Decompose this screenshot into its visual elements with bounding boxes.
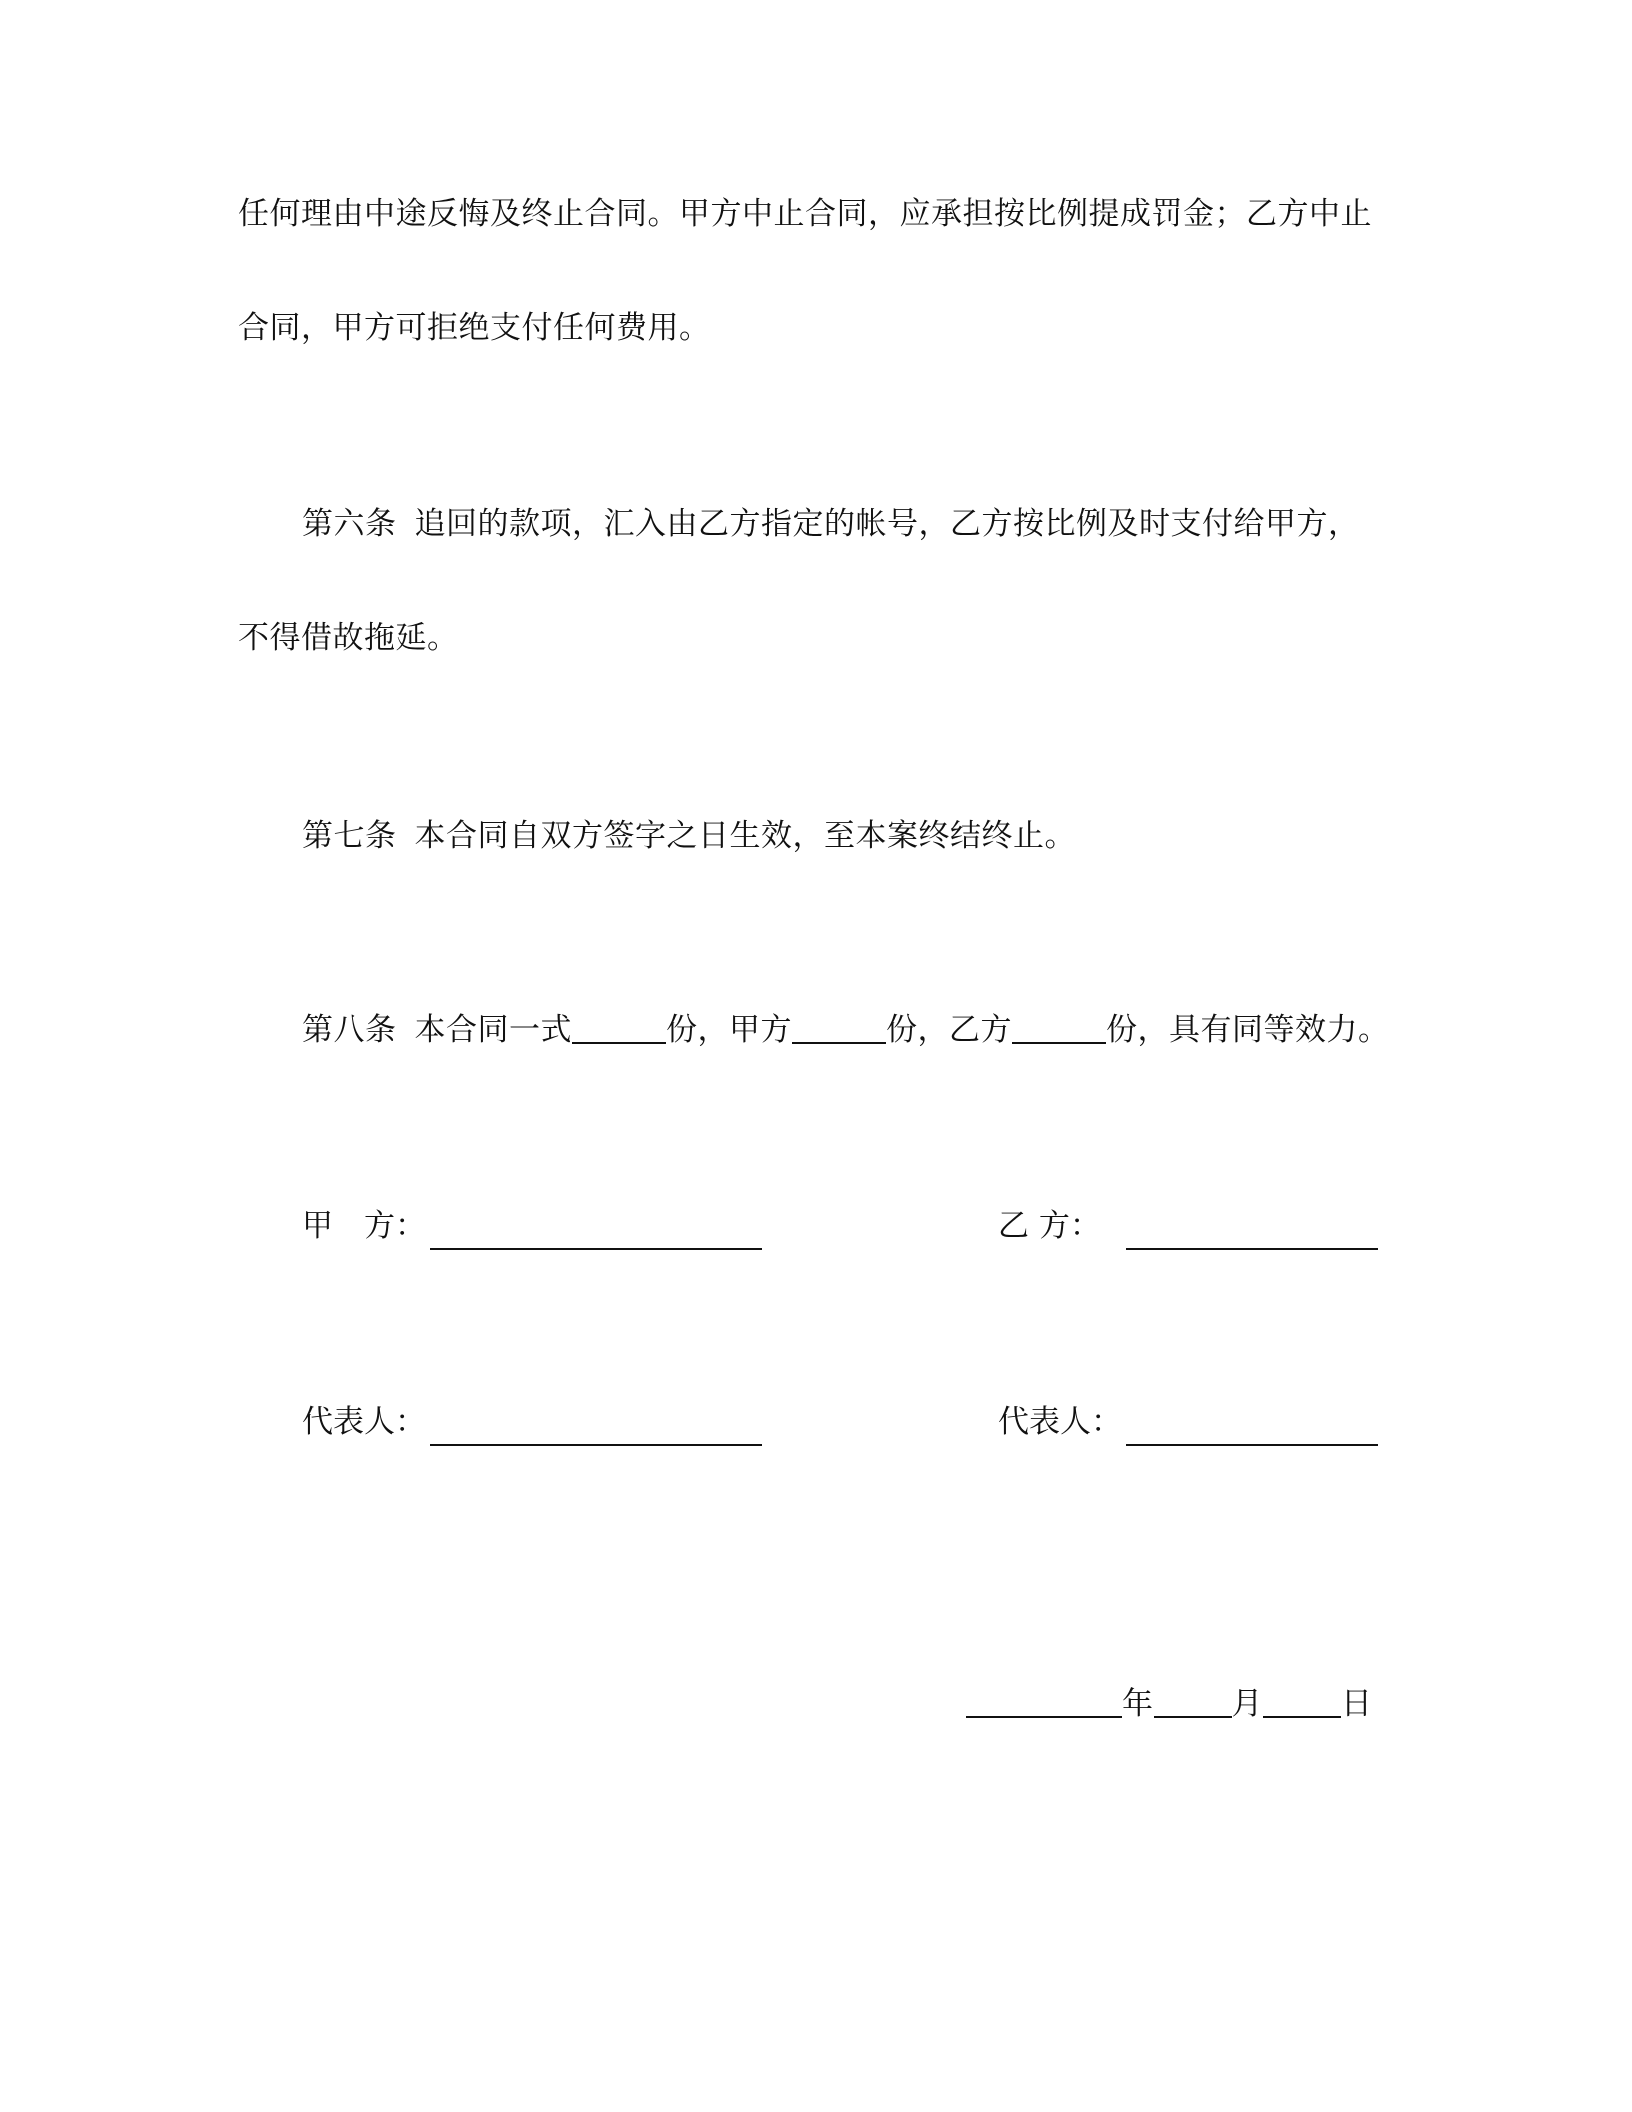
copies-party-a-blank[interactable] bbox=[792, 1012, 886, 1044]
clause7-text: 本合同自双方签字之日生效，至本案终结终止。 bbox=[414, 818, 1076, 854]
clause6-text: 追回的款项，汇入由乙方指定的帐号，乙方按比例及时支付给甲方， bbox=[414, 506, 1360, 542]
rep-b-signature-line[interactable] bbox=[1126, 1444, 1378, 1446]
copies-total-blank[interactable] bbox=[572, 1012, 666, 1044]
clause8-part1: 本合同一式 bbox=[414, 1012, 572, 1048]
clause7-line bbox=[302, 816, 1076, 856]
party-b-label: 乙 方： bbox=[998, 1208, 1101, 1244]
clause6-line1 bbox=[302, 504, 1360, 544]
clause8-number: 第八条 bbox=[302, 1012, 397, 1048]
party-a-label: 甲 方： bbox=[302, 1208, 426, 1244]
rep-a-label: 代表人： bbox=[302, 1404, 426, 1440]
copies-party-b-blank[interactable] bbox=[1012, 1012, 1106, 1044]
clause5-line2: 合同，甲方可拒绝支付任何费用。 bbox=[238, 310, 711, 346]
party-b-signature-line[interactable] bbox=[1126, 1248, 1378, 1250]
clause8-line bbox=[302, 1010, 1390, 1050]
day-blank[interactable] bbox=[1263, 1686, 1341, 1718]
year-blank[interactable] bbox=[966, 1686, 1122, 1718]
day-label: 日 bbox=[1341, 1686, 1373, 1722]
clause6-number: 第六条 bbox=[302, 506, 397, 542]
month-blank[interactable] bbox=[1154, 1686, 1232, 1718]
year-label: 年 bbox=[1122, 1686, 1154, 1722]
clause7-number: 第七条 bbox=[302, 818, 397, 854]
rep-b-label: 代表人： bbox=[998, 1404, 1122, 1440]
clause8-part4: 份，具有同等效力。 bbox=[1106, 1012, 1390, 1048]
rep-a-signature-line[interactable] bbox=[430, 1444, 762, 1446]
party-a-signature-line[interactable] bbox=[430, 1248, 762, 1250]
clause8-part2: 份，甲方 bbox=[666, 1012, 792, 1048]
clause8-part3: 份，乙方 bbox=[886, 1012, 1012, 1048]
clause6-line2: 不得借故拖延。 bbox=[238, 620, 459, 656]
date-line bbox=[966, 1684, 1373, 1724]
clause5-line1: 任何理由中途反悔及终止合同。甲方中止合同，应承担按比例提成罚金；乙方中止 bbox=[238, 196, 1372, 232]
month-label: 月 bbox=[1231, 1686, 1263, 1722]
